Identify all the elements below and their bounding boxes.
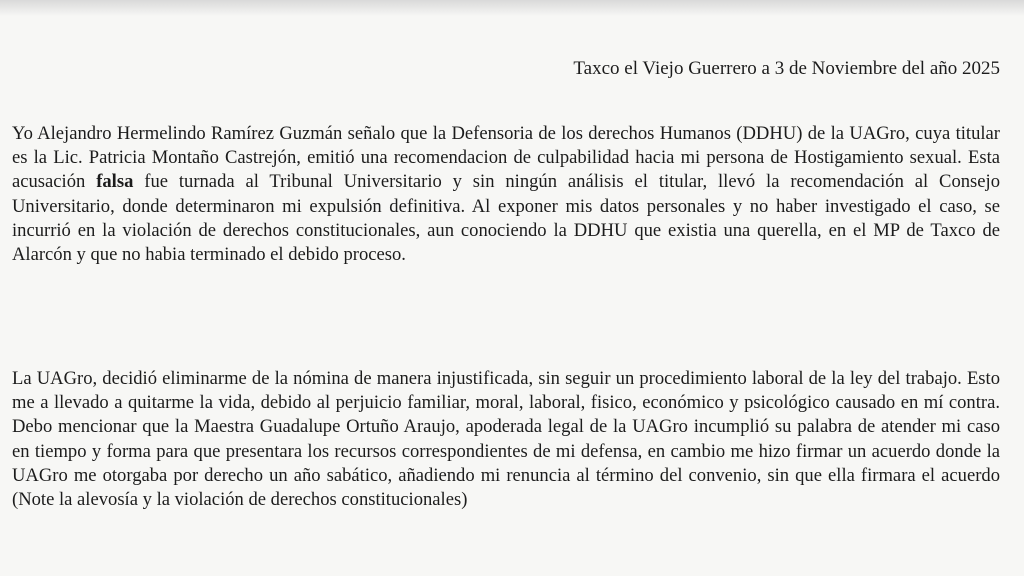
paragraph-1-text-a: Yo Alejandro Hermelindo Ramírez Guzmán señalo que la Defensoria de los derechos Humanos (DDHU) de la UAGro, cuya titular es la Lic. Patricia Montaño Castrejón, emitió una recomendacion de culpabilidad hacia mi persona de Hostigamiento sexual. Esta acusación [12, 123, 1000, 193]
date-line: Taxco el Viejo Guerrero a 3 de Noviembre del año 2025 [573, 58, 1000, 79]
paragraph-1-text-b: fue turnada al Tribunal Universitario y sin ningún análisis el titular, llevó la recomendación al Consejo Universitario, donde determinaron mi expulsión definitiva. Al exponer mis datos personales y no haber investigado el caso, se incurrió en la violación de derechos constitucionales, aun conociendo la DDHU que existia una querella, en el MP de Taxco de Alarcón y que no habia terminado el debido proceso. [12, 171, 1000, 266]
paragraph-2: La UAGro, decidió eliminarme de la nómina de manera injustificada, sin seguir un procedimiento laboral de la ley del trabajo. Esto me a llevado a quitarme la vida, debido al perjuicio familiar, moral, laboral, fisico, económico y psicológico causado en mí contra. Debo mencionar que la Maestra Guadalupe Ortuño Araujo, apoderada legal de la UAGro incumplió su palabra de atender mi caso en tiempo y forma para que presentara los recursos correspondientes de mi defensa, en cambio me hizo firmar un acuerdo donde la UAGro me otorgaba por derecho un año sabático, añadiendo mi renuncia al término del convenio, sin que ella firmara el acuerdo (Note la alevosía y la violación de derechos constitucionales) [12, 368, 1000, 511]
paragraph-1-bold-word: falsa [96, 171, 134, 193]
paragraph-1 [12, 122, 1000, 267]
